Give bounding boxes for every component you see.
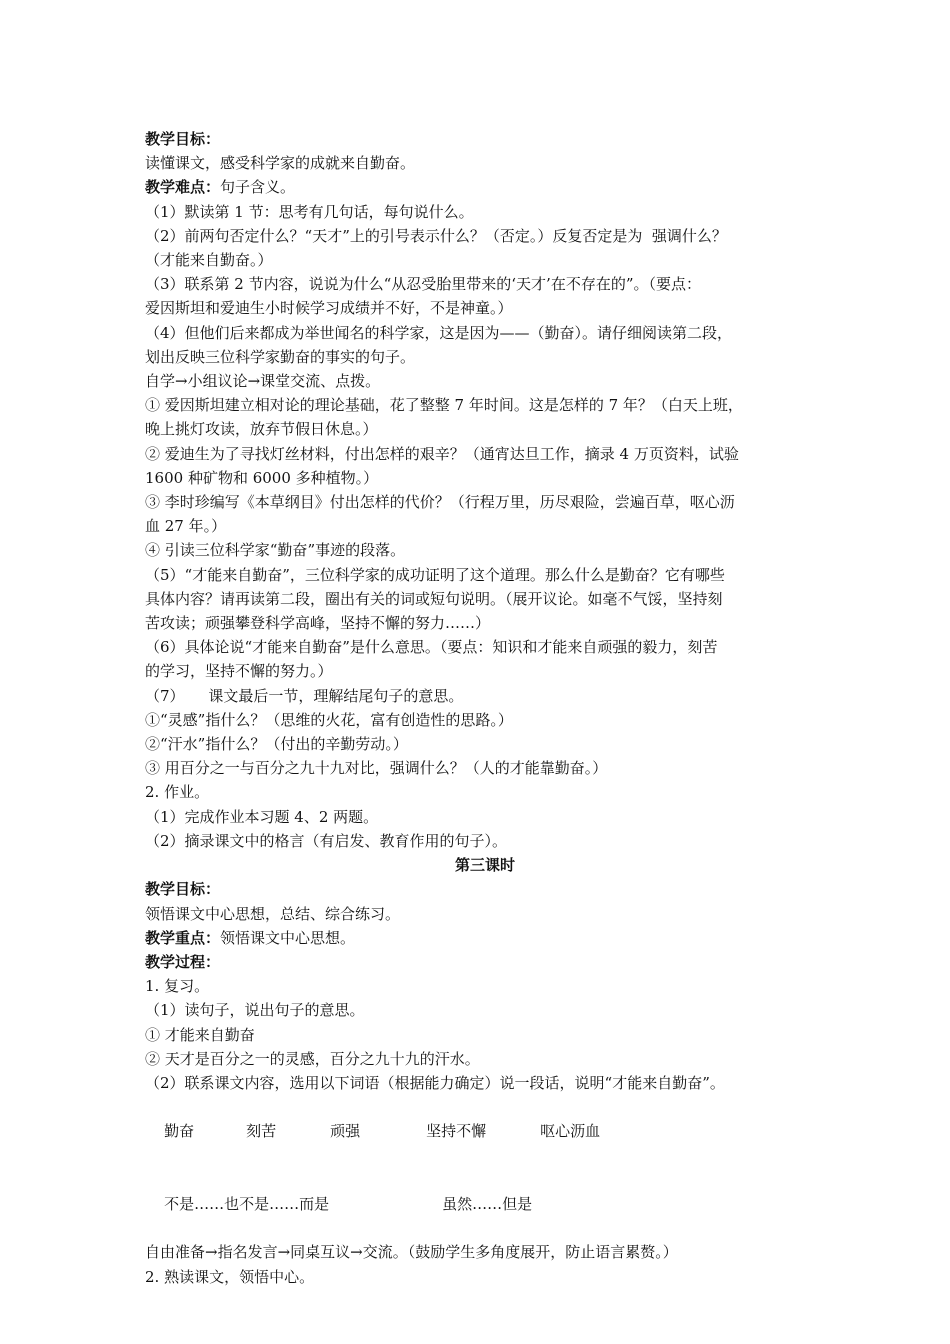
paragraph: （2）联系课文内容，选用以下词语（根据能力确定）说一段话，说明“才能来自勤奋”。 <box>145 1073 725 1092</box>
text: 领悟课文中心思想。 <box>220 928 356 947</box>
paragraph: ① 才能来自勤奋 <box>145 1025 255 1044</box>
paragraph: 读懂课文，感受科学家的成就来自勤奋。 <box>145 154 416 173</box>
paragraph: ② 天才是百分之一的灵感，百分之九十九的汗水。 <box>145 1049 480 1068</box>
paragraph: （2）摘录课文中的格言（有启发、教育作用的句子）。 <box>145 831 508 850</box>
paragraph: （5）“才能来自勤奋”，三位科学家的成功证明了这个道理。那么什么是勤奋？它有哪些 <box>145 565 725 584</box>
word-item: 刻苦 <box>246 1122 277 1141</box>
word-item: 呕心沥血 <box>540 1122 601 1141</box>
paragraph: 1. 复习。 <box>145 977 210 996</box>
section-heading-teaching-goals: 教学目标： <box>145 880 221 899</box>
document-page <box>145 127 825 1289</box>
paragraph: （1）读句子，说出句子的意思。 <box>145 1001 365 1020</box>
paragraph: （6）具体论说“才能来自勤奋”是什么意思。（要点：知识和才能来自顽强的毅力，刻苦 <box>145 638 718 657</box>
paragraph: ①“灵感”指什么？（思维的火花，富有创造性的思路。） <box>145 710 513 729</box>
paragraph: 领悟课文中心思想，总结、综合练习。 <box>145 904 401 923</box>
teaching-focus-line <box>145 926 825 950</box>
paragraph: 划出反映三位科学家勤奋的事实的句子。 <box>145 347 416 366</box>
paragraph: 自由准备→指名发言→同桌互议→交流。（鼓励学生多角度展开，防止语言累赘。） <box>145 1243 678 1262</box>
paragraph: 的学习，坚持不懈的努力。） <box>145 662 333 681</box>
paragraph: （4）但他们后来都成为举世闻名的科学家，这是因为——（勤奋）。请仔细阅读第二段， <box>145 323 733 342</box>
section-title: 第三课时 <box>454 856 515 875</box>
word-item: 顽强 <box>330 1122 361 1141</box>
paragraph: 2. 作业。 <box>145 783 210 802</box>
paragraph: ③ 用百分之一与百分之九十九对比，强调什么？（人的才能靠勤奋。） <box>145 759 608 778</box>
paragraph: 血 27 年。） <box>145 517 227 536</box>
connective-item: 不是……也不是……而是 <box>164 1194 330 1213</box>
paragraph: （1）默读第 1 节：思考有几句话，每句说什么。 <box>145 202 474 221</box>
connective-list <box>145 1168 825 1241</box>
paragraph: 爱因斯坦和爱迪生小时候学习成绩并不好，不是神童。） <box>145 299 513 318</box>
word-item: 坚持不懈 <box>426 1122 487 1141</box>
word-item: 勤奋 <box>164 1122 195 1141</box>
text: 句子含义。 <box>220 178 296 197</box>
paragraph: 自学→小组议论→课堂交流、点拨。 <box>145 372 381 391</box>
paragraph: 具体内容？请再读第二段，圈出有关的词或短句说明。（展开议论。如毫不气馁，坚持刻 <box>145 589 723 608</box>
paragraph: 1600 种矿物和 6000 多种植物。） <box>145 468 379 487</box>
paragraph: 苦攻读；顽强攀登科学高峰，坚持不懈的努力……） <box>145 614 491 633</box>
connective-item: 虽然……但是 <box>442 1194 533 1213</box>
paragraph: ① 爱因斯坦建立相对论的理论基础，花了整整 7 年时间。这是怎样的 7 年？（白天上班， <box>145 396 743 415</box>
paragraph: ④ 引读三位科学家“勤奋”事迹的段落。 <box>145 541 406 560</box>
paragraph: ③ 李时珍编写《本草纲目》付出怎样的代价？（行程万里，历尽艰险，尝遍百草，呕心沥 <box>145 493 735 512</box>
paragraph: 晚上挑灯攻读，放弃节假日休息。） <box>145 420 378 439</box>
paragraph: 2. 熟读课文，领悟中心。 <box>145 1267 315 1286</box>
paragraph: （7） 课文最后一节，理解结尾句子的意思。 <box>145 686 464 705</box>
paragraph: （3）联系第 2 节内容，说说为什么“从忍受胎里带来的‘天才’在不存在的”。（要点： <box>145 275 701 294</box>
paragraph: （才能来自勤奋。） <box>145 251 273 270</box>
word-list <box>145 1095 825 1168</box>
label-teaching-difficulty: 教学难点： <box>145 178 221 197</box>
paragraph: （2）前两句否定什么？“天才”上的引号表示什么？（否定。）反复否定是为 强调什么？ <box>145 226 727 245</box>
section-heading-teaching-process: 教学过程： <box>145 952 221 971</box>
paragraph: ② 爱迪生为了寻找灯丝材料，付出怎样的艰辛？（通宵达旦工作，摘录 4 万页资料，试验 <box>145 444 739 463</box>
paragraph: （1）完成作业本习题 4、2 两题。 <box>145 807 379 826</box>
section-heading-teaching-goals: 教学目标： <box>145 130 221 148</box>
teaching-difficulty-line <box>145 175 825 199</box>
label-teaching-focus: 教学重点： <box>145 928 221 947</box>
paragraph: ②“汗水”指什么？（付出的辛勤劳动。） <box>145 735 408 754</box>
